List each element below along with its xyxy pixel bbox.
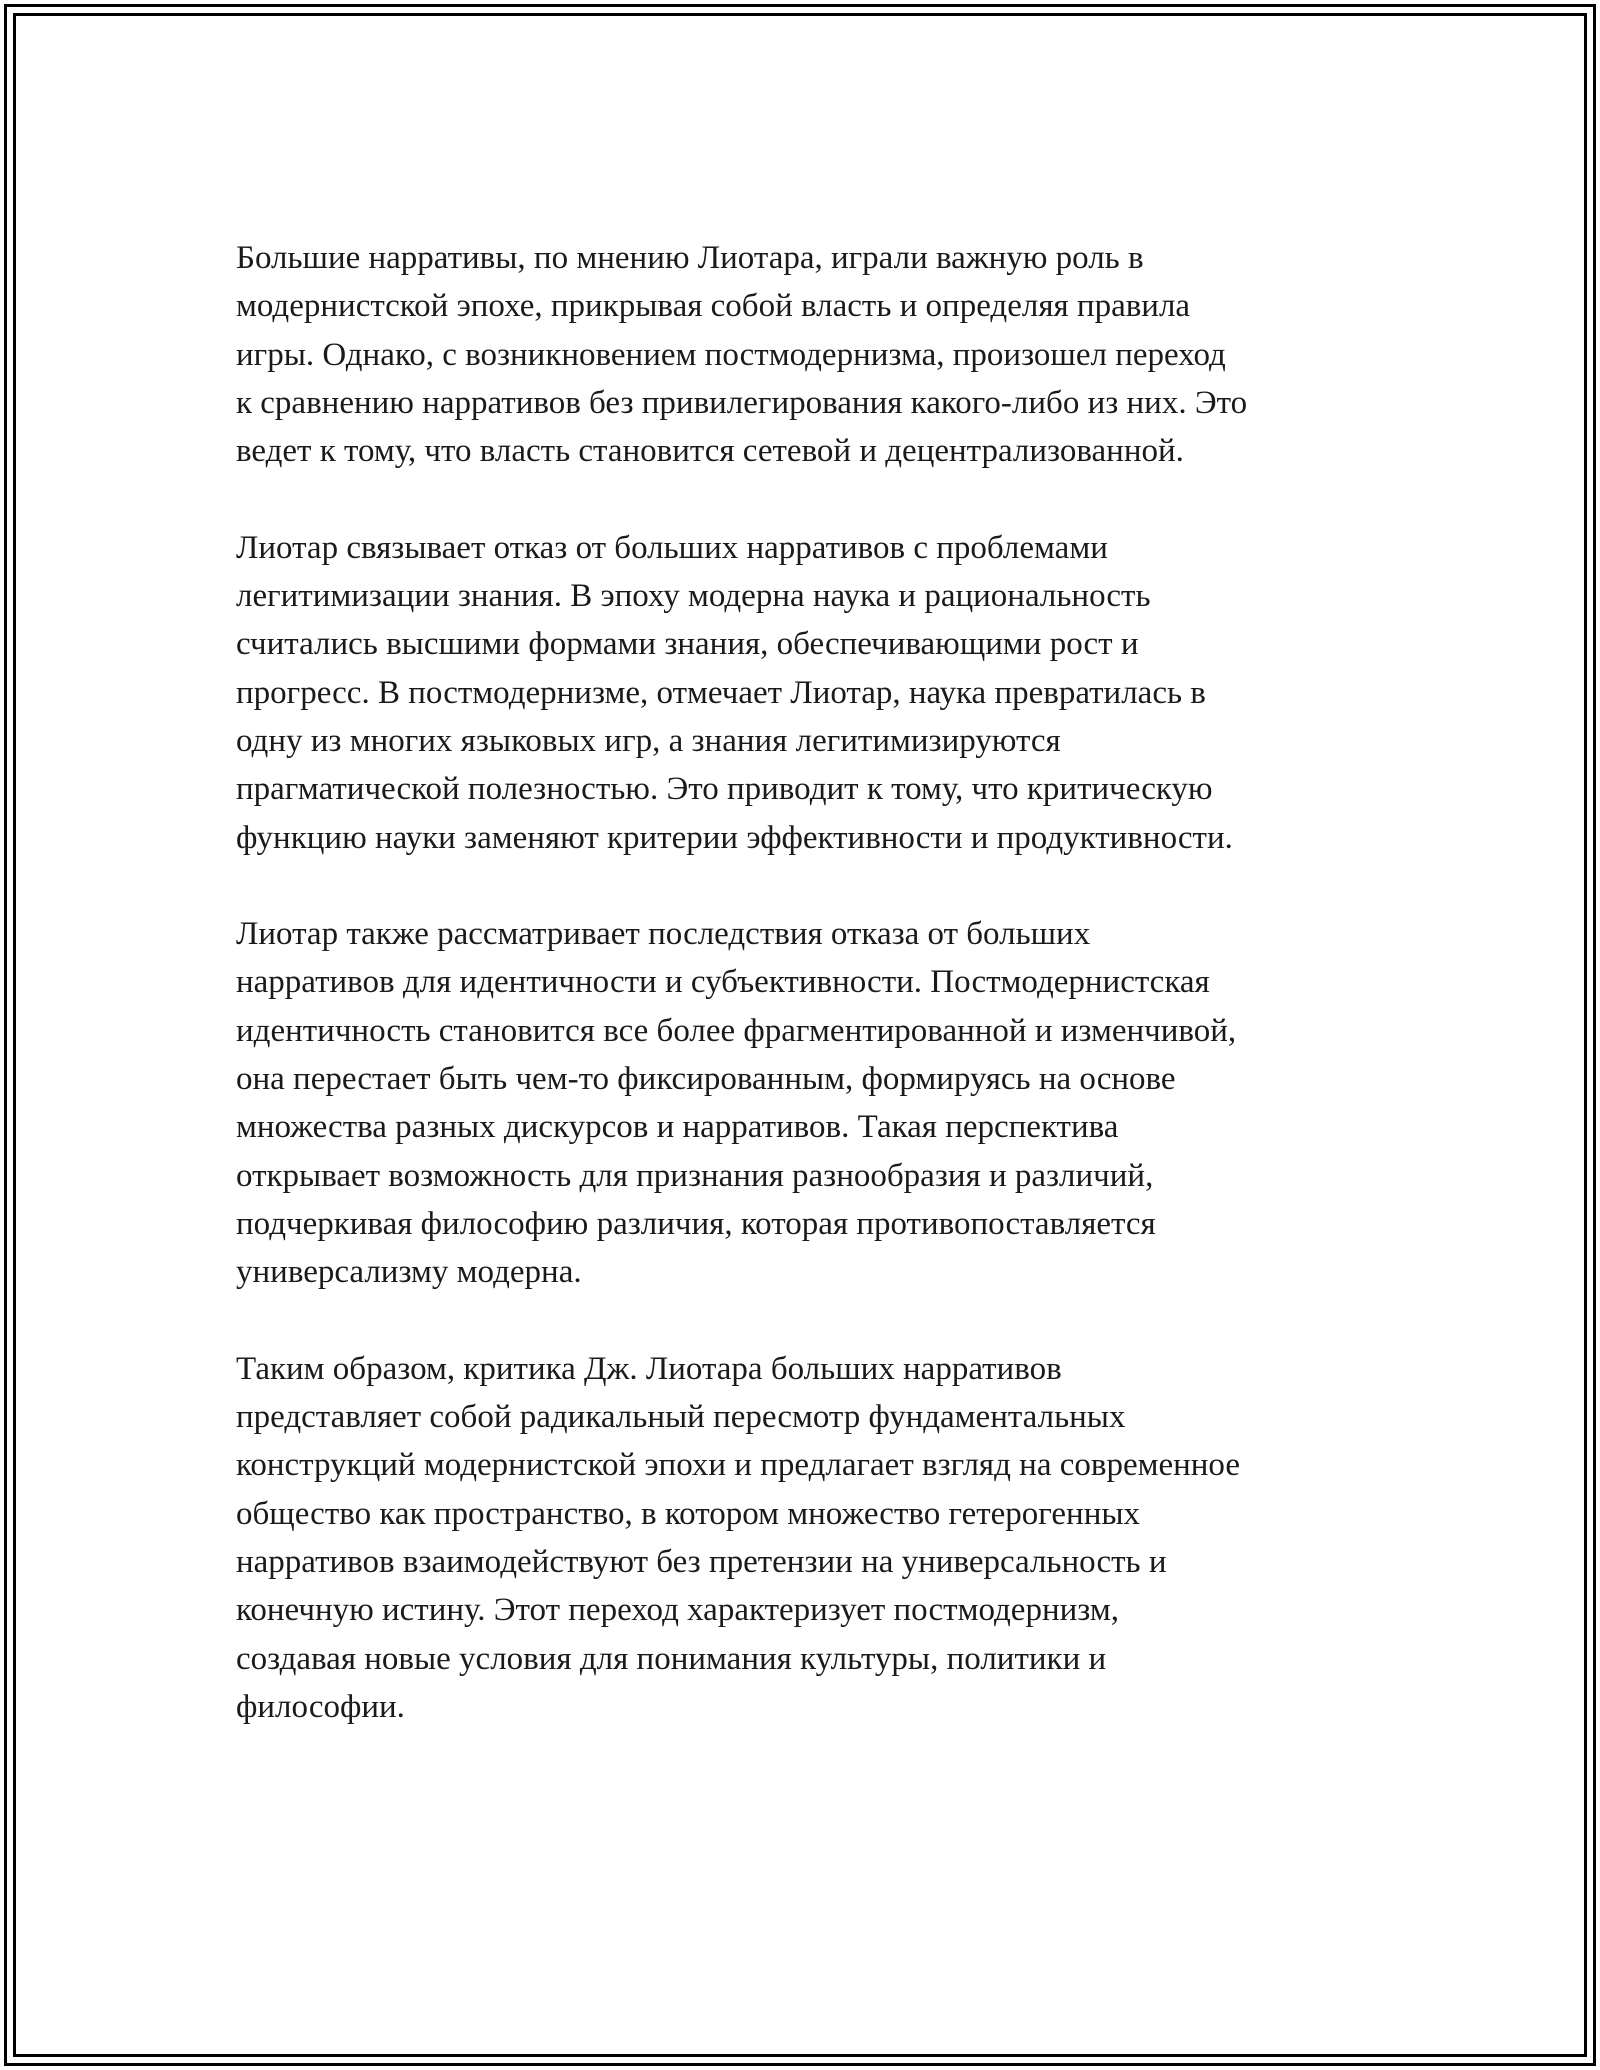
text-line: считались высшими формами знания, обеспечивающими рост и bbox=[236, 626, 1139, 663]
paragraph-1 bbox=[236, 234, 1396, 475]
text-line: игры. Однако, с возникновением постмодернизма, произошел переход bbox=[236, 336, 1226, 373]
text-line: одну из многих языковых игр, а знания легитимизируются bbox=[236, 722, 1061, 759]
text-line: подчеркивая философию различия, которая противопоставляется bbox=[236, 1205, 1156, 1242]
text-line: Лиотар также рассматривает последствия отказа от больших bbox=[236, 916, 1091, 953]
text-line: прагматической полезностью. Это приводит к тому, что критическую bbox=[236, 771, 1213, 808]
text-line: Лиотар связывает отказ от больших нарративов с проблемами bbox=[236, 529, 1108, 566]
document-body bbox=[236, 234, 1396, 1780]
text-line: создавая новые условия для понимания культуры, политики и bbox=[236, 1640, 1107, 1677]
text-line: представляет собой радикальный пересмотр фундаментальных bbox=[236, 1399, 1126, 1436]
text-line: легитимизации знания. В эпоху модерна наука и рациональность bbox=[236, 578, 1151, 615]
text-line: модернистской эпохе, прикрывая собой власть и определяя правила bbox=[236, 288, 1191, 325]
text-line: конечную истину. Этот переход характеризует постмодернизм, bbox=[236, 1592, 1119, 1629]
paragraph-2 bbox=[236, 524, 1396, 862]
text-line: конструкций модернистской эпохи и предлагает взгляд на современное bbox=[236, 1447, 1240, 1484]
text-line: Большие нарративы, по мнению Лиотара, играли важную роль в bbox=[236, 240, 1144, 276]
text-line: множества разных дискурсов и нарративов. Такая перспектива bbox=[236, 1109, 1119, 1146]
text-line: философии. bbox=[236, 1688, 405, 1725]
text-line: нарративов для идентичности и субъективности. Постмодернистская bbox=[236, 964, 1210, 1001]
text-line: Таким образом, критика Дж. Лиотара больших нарративов bbox=[236, 1350, 1062, 1387]
paragraph-4 bbox=[236, 1345, 1396, 1731]
text-line: ведет к тому, что власть становится сетевой и децентрализованной. bbox=[236, 433, 1184, 470]
text-line: она перестает быть чем-то фиксированным, формируясь на основе bbox=[236, 1061, 1176, 1098]
text-line: универсализму модерна. bbox=[236, 1254, 582, 1291]
text-line: нарративов взаимодействуют без претензии на универсальность и bbox=[236, 1544, 1167, 1581]
text-line: к сравнению нарративов без привилегирования какого-либо из них. Это bbox=[236, 384, 1248, 421]
text-line: открывает возможность для признания разнообразия и различий, bbox=[236, 1157, 1154, 1194]
text-line: прогресс. В постмодернизме, отмечает Лиотар, наука превратилась в bbox=[236, 674, 1206, 711]
text-line: идентичность становится все более фрагментированной и изменчивой, bbox=[236, 1012, 1237, 1049]
text-line: функцию науки заменяют критерии эффективности и продуктивности. bbox=[236, 819, 1233, 856]
paragraph-3 bbox=[236, 910, 1396, 1296]
text-line: общество как пространство, в котором множество гетерогенных bbox=[236, 1495, 1141, 1532]
